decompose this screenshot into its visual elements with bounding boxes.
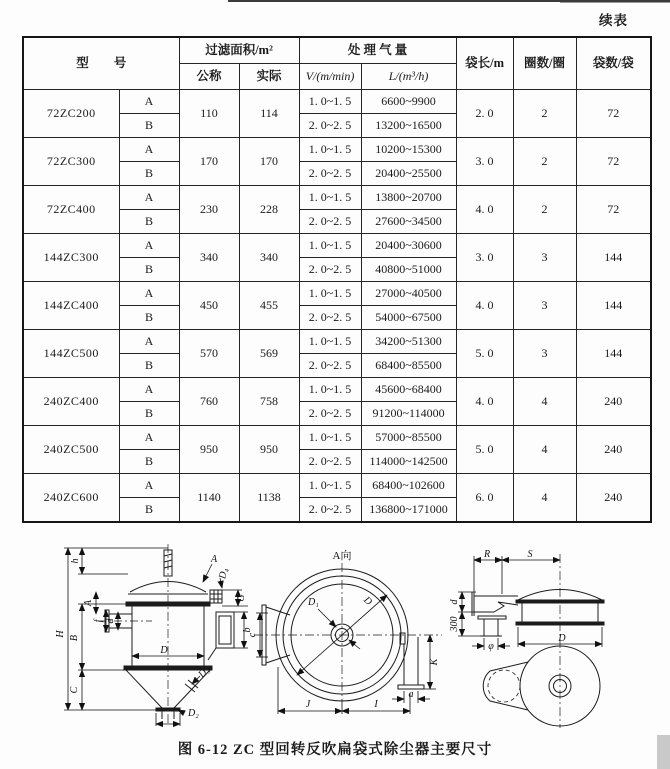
cell-bag-length: 6. 0 — [456, 474, 513, 523]
cell-rings: 2 — [513, 138, 576, 186]
cell-nominal: 110 — [179, 90, 239, 138]
cell-actual: 569 — [239, 330, 299, 378]
cell-nominal: 570 — [179, 330, 239, 378]
cell-variant-b: B — [119, 354, 179, 378]
cell-bag-length: 5. 0 — [456, 426, 513, 474]
dim-label-J: J — [305, 699, 311, 710]
header-model: 型 号 — [23, 37, 179, 90]
cell-nominal: 1140 — [179, 474, 239, 523]
header-actual: 实际 — [239, 64, 299, 90]
dim-label-H: H — [55, 630, 66, 638]
cell-flow-b: 114000~142500 — [361, 450, 456, 474]
cell-model: 144ZC400 — [23, 282, 119, 330]
cell-bag-length: 4. 0 — [456, 378, 513, 426]
cell-rings: 3 — [513, 330, 576, 378]
cell-velocity-b: 2. 0~2. 5 — [299, 402, 361, 426]
cell-rings: 4 — [513, 378, 576, 426]
cell-velocity-a: 1. 0~1. 5 — [299, 234, 361, 258]
view-arrow-label: A — [210, 554, 218, 565]
cell-nominal: 950 — [179, 426, 239, 474]
cell-actual: 758 — [239, 378, 299, 426]
cell-nominal: 340 — [179, 234, 239, 282]
figure-caption: 图 6-12 ZC 型回转反吹扁袋式除尘器主要尺寸 — [177, 742, 493, 758]
cell-flow-b: 91200~114000 — [361, 402, 456, 426]
scan-edge-line — [228, 0, 670, 2]
cell-velocity-b: 2. 0~2. 5 — [299, 498, 361, 523]
header-velocity: V/(m/min) — [299, 64, 361, 90]
cell-variant-b: B — [119, 306, 179, 330]
cell-velocity-a: 1. 0~1. 5 — [299, 426, 361, 450]
cell-velocity-a: 1. 0~1. 5 — [299, 138, 361, 162]
cell-bags: 72 — [576, 186, 651, 234]
cell-velocity-b: 2. 0~2. 5 — [299, 450, 361, 474]
dim-label-D: D — [160, 645, 168, 656]
dim-label-R: R — [483, 549, 491, 560]
cell-bags: 240 — [576, 378, 651, 426]
cell-velocity-a: 1. 0~1. 5 — [299, 330, 361, 354]
cell-actual: 170 — [239, 138, 299, 186]
cell-variant-a: A — [119, 186, 179, 210]
header-rings: 圈数/圈 — [513, 37, 576, 90]
cell-nominal: 230 — [179, 186, 239, 234]
dim-label-f: f — [93, 619, 104, 623]
dim-label-d: d — [105, 618, 116, 624]
dim-label-c: c — [247, 632, 258, 638]
cell-model: 144ZC300 — [23, 234, 119, 282]
table-body — [23, 90, 651, 523]
header-filter-area: 过滤面积/m² — [179, 37, 299, 64]
cell-velocity-a: 1. 0~1. 5 — [299, 282, 361, 306]
cell-flow-b: 54000~67500 — [361, 306, 456, 330]
right-view-diagram — [432, 550, 647, 730]
cell-flow-a: 57000~85500 — [361, 426, 456, 450]
cell-variant-a: A — [119, 90, 179, 114]
cell-bag-length: 3. 0 — [456, 234, 513, 282]
header-bag-length: 袋长/m — [456, 37, 513, 90]
cell-velocity-a: 1. 0~1. 5 — [299, 186, 361, 210]
dim-label-K: K — [429, 658, 440, 666]
dim-label-B: B — [69, 634, 80, 642]
figure-6-12 — [0, 530, 670, 730]
cell-model: 72ZC200 — [23, 90, 119, 138]
dim-label-I: I — [374, 699, 378, 710]
dim-label-D3: D₃ — [196, 664, 212, 680]
cell-nominal: 760 — [179, 378, 239, 426]
dim-label-G: G — [236, 594, 247, 602]
spec-table-wrap — [22, 36, 650, 523]
cell-actual: 455 — [239, 282, 299, 330]
cell-variant-a: A — [119, 474, 179, 498]
cell-variant-b: B — [119, 114, 179, 138]
cell-actual: 1138 — [239, 474, 299, 523]
cell-flow-a: 34200~51300 — [361, 330, 456, 354]
cell-velocity-b: 2. 0~2. 5 — [299, 162, 361, 186]
cell-velocity-b: 2. 0~2. 5 — [299, 306, 361, 330]
dim-label-b: b — [242, 627, 253, 633]
dim-label-S: S — [527, 549, 533, 560]
dim-label-D: D — [361, 594, 375, 608]
cell-flow-b: 27600~34500 — [361, 210, 456, 234]
cell-rings: 2 — [513, 90, 576, 138]
cell-variant-a: A — [119, 138, 179, 162]
table-header — [23, 37, 651, 90]
dim-label-300: 300 — [449, 616, 460, 632]
continued-table-label: 续表 — [599, 13, 628, 28]
cell-variant-a: A — [119, 330, 179, 354]
dim-label-h: h — [70, 558, 81, 564]
cell-variant-b: B — [119, 210, 179, 234]
cell-nominal: 170 — [179, 138, 239, 186]
cell-flow-a: 45600~68400 — [361, 378, 456, 402]
cell-bags: 240 — [576, 474, 651, 523]
cell-bag-length: 5. 0 — [456, 330, 513, 378]
cell-rings: 3 — [513, 234, 576, 282]
dim-label-phi: φ — [488, 641, 494, 652]
cell-actual: 950 — [239, 426, 299, 474]
cell-rings: 3 — [513, 282, 576, 330]
scan-artifact — [657, 735, 670, 769]
cell-model: 240ZC500 — [23, 426, 119, 474]
cell-flow-a: 27000~40500 — [361, 282, 456, 306]
cell-variant-b: B — [119, 450, 179, 474]
cell-rings: 2 — [513, 186, 576, 234]
cell-flow-b: 40800~51000 — [361, 258, 456, 282]
cell-bags: 240 — [576, 426, 651, 474]
cell-bag-length: 4. 0 — [456, 186, 513, 234]
cell-nominal: 450 — [179, 282, 239, 330]
cell-rings: 4 — [513, 426, 576, 474]
side-view-diagram — [52, 538, 257, 733]
spec-table — [22, 36, 652, 523]
dim-label-A: A — [83, 599, 94, 607]
dim-label-a: a — [408, 689, 414, 700]
cell-flow-a: 10200~15300 — [361, 138, 456, 162]
cell-variant-a: A — [119, 426, 179, 450]
cell-actual: 228 — [239, 186, 299, 234]
dim-label-D2: D₂ — [188, 708, 199, 719]
cell-flow-a: 6600~9900 — [361, 90, 456, 114]
cell-velocity-a: 1. 0~1. 5 — [299, 378, 361, 402]
dim-label-D1: D₁ — [308, 597, 319, 608]
cell-model: 240ZC600 — [23, 474, 119, 523]
cell-model: 72ZC400 — [23, 186, 119, 234]
cell-variant-a: A — [119, 378, 179, 402]
dim-label-d: d — [449, 599, 460, 605]
cell-bags: 144 — [576, 330, 651, 378]
cell-bag-length: 4. 0 — [456, 282, 513, 330]
cell-velocity-a: 1. 0~1. 5 — [299, 474, 361, 498]
cell-velocity-a: 1. 0~1. 5 — [299, 90, 361, 114]
cell-actual: 114 — [239, 90, 299, 138]
cell-bags: 72 — [576, 138, 651, 186]
cell-variant-b: B — [119, 402, 179, 426]
dim-label-D: D — [558, 633, 566, 644]
cell-model: 72ZC300 — [23, 138, 119, 186]
cell-model: 240ZC400 — [23, 378, 119, 426]
cell-variant-b: B — [119, 498, 179, 523]
dim-label-C: C — [69, 686, 80, 694]
cell-velocity-b: 2. 0~2. 5 — [299, 258, 361, 282]
dim-label-D4: D₄ — [217, 567, 230, 580]
header-air-volume: 处 理 气 量 — [299, 37, 456, 64]
cell-velocity-b: 2. 0~2. 5 — [299, 114, 361, 138]
cell-variant-a: A — [119, 234, 179, 258]
cell-flow-a: 68400~102600 — [361, 474, 456, 498]
header-bags: 袋数/袋 — [576, 37, 651, 90]
cell-variant-b: B — [119, 162, 179, 186]
cell-velocity-b: 2. 0~2. 5 — [299, 354, 361, 378]
cell-velocity-b: 2. 0~2. 5 — [299, 210, 361, 234]
cell-flow-b: 136800~171000 — [361, 498, 456, 523]
front-view-title: A向 — [332, 550, 352, 562]
header-nominal: 公称 — [179, 64, 239, 90]
front-view-diagram — [247, 547, 447, 719]
cell-bags: 144 — [576, 282, 651, 330]
cell-bags: 144 — [576, 234, 651, 282]
cell-actual: 340 — [239, 234, 299, 282]
cell-flow-a: 20400~30600 — [361, 234, 456, 258]
cell-bags: 72 — [576, 90, 651, 138]
cell-bag-length: 2. 0 — [456, 90, 513, 138]
cell-bag-length: 3. 0 — [456, 138, 513, 186]
cell-variant-b: B — [119, 258, 179, 282]
cell-flow-a: 13800~20700 — [361, 186, 456, 210]
cell-flow-b: 13200~16500 — [361, 114, 456, 138]
cell-variant-a: A — [119, 282, 179, 306]
cell-flow-b: 20400~25500 — [361, 162, 456, 186]
cell-model: 144ZC500 — [23, 330, 119, 378]
cell-rings: 4 — [513, 474, 576, 523]
header-flow: L/(m³/h) — [361, 64, 456, 90]
cell-flow-b: 68400~85500 — [361, 354, 456, 378]
